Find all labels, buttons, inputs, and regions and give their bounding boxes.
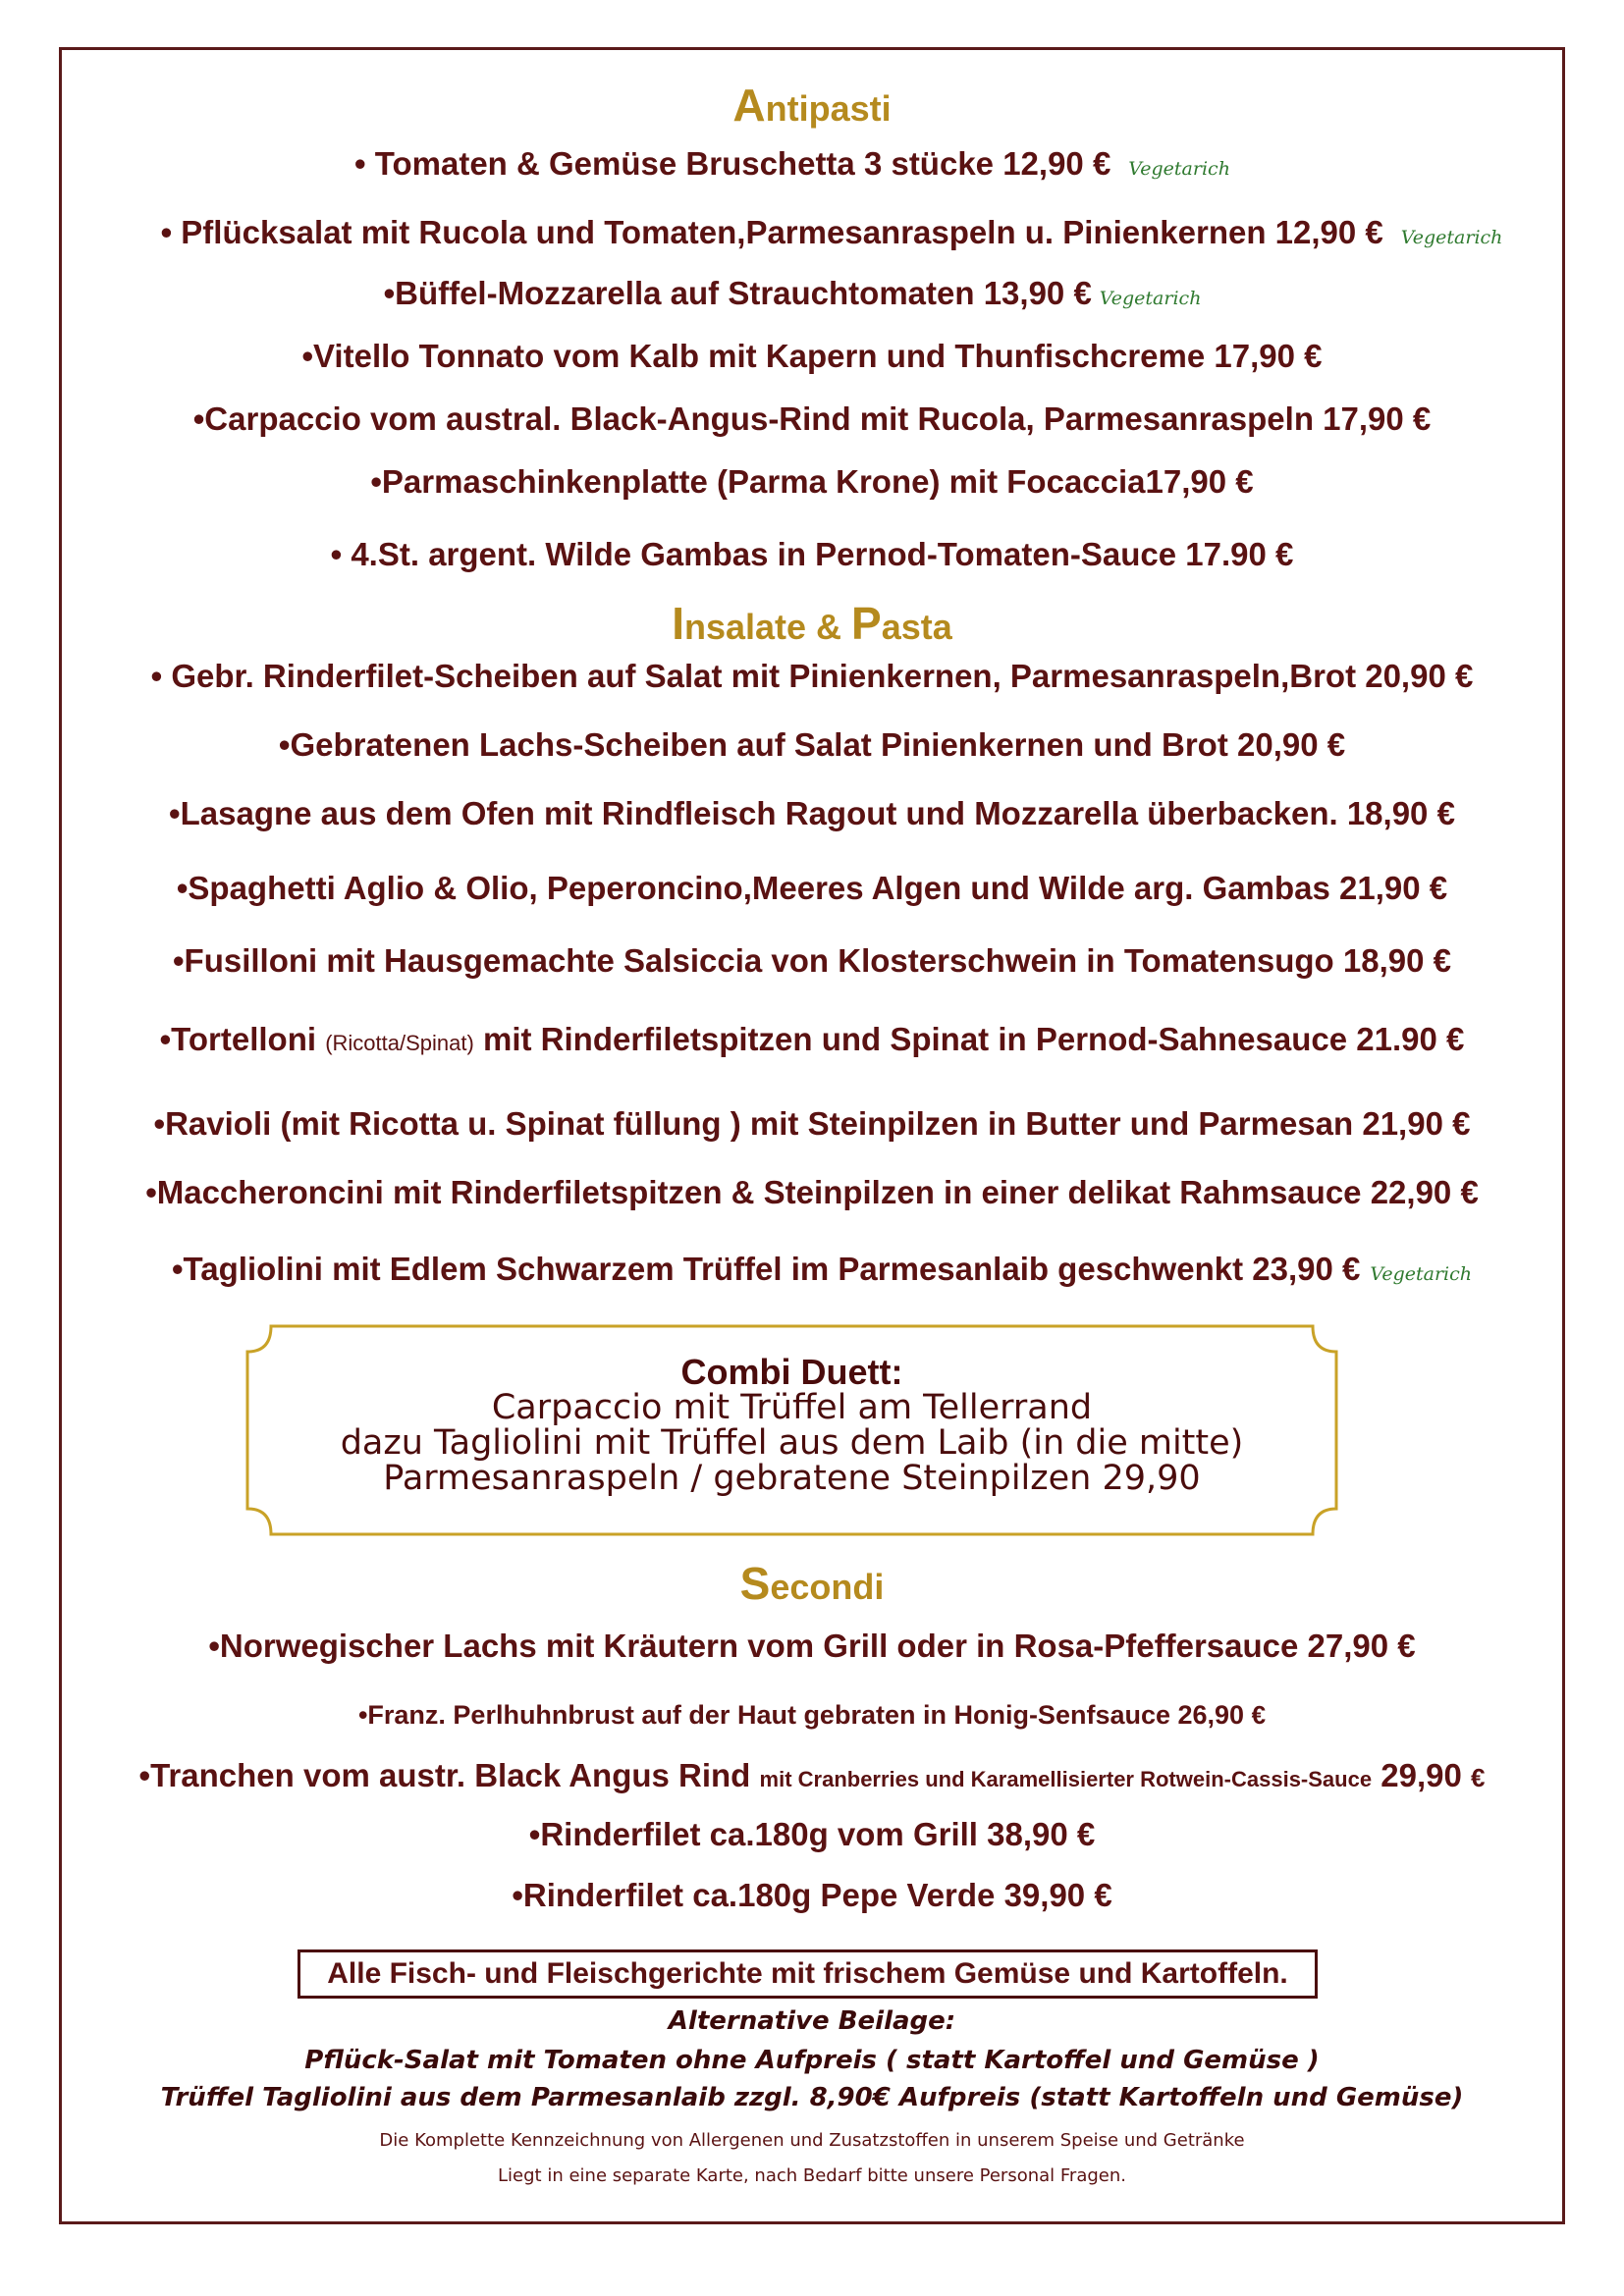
menu-item: • Pflücksalat mit Rucola und Tomaten,Parmesanraspeln u. Pinienkernen 12,90 € Vegetarich <box>160 214 1503 250</box>
alternative-line: Pflück-Salat mit Tomaten ohne Aufpreis ( statt Kartoffel und Gemüse ) <box>304 2046 1320 2075</box>
section-heading-antipasti: Antipasti <box>732 80 892 131</box>
combi-line: Carpaccio mit Trüffel am Tellerrand <box>491 1388 1093 1427</box>
menu-item: •Vitello Tonnato vom Kalb mit Kapern und Thunfischcreme 17,90 € <box>301 338 1323 374</box>
menu-item: •Spaghetti Aglio & Olio, Peperoncino,Meeres Algen und Wilde arg. Gambas 21,90 € <box>176 870 1448 906</box>
menu-item: • Tomaten & Gemüse Bruschetta 3 stücke 12,90 € Vegetarich <box>354 145 1230 182</box>
alternative-title: Alternative Beilage: <box>668 2006 956 2036</box>
menu-item: •Franz. Perlhuhnbrust auf der Haut gebraten in Honig-Senfsauce 26,90 € <box>357 1700 1267 1730</box>
alternative-line: Trüffel Tagliolini aus dem Parmesanlaib zzgl. 8,90€ Aufpreis (statt Kartoffeln und Gemüse) <box>160 2083 1464 2112</box>
section-heading-secondi: Secondi <box>739 1558 885 1609</box>
menu-item: •Tranchen vom austr. Black Angus Rind mit Cranberries und Karamellisierter Rotwein-Cassis-Sauce 29,90 € <box>138 1757 1486 1793</box>
vegetarian-label: Vegetarich <box>1400 227 1503 248</box>
menu-item: •Tagliolini mit Edlem Schwarzem Trüffel im Parmesanlaib geschwenkt 23,90 € Vegetarich <box>172 1251 1472 1287</box>
menu-item: •Gebratenen Lachs-Scheiben auf Salat Pinienkernen und Brot 20,90 € <box>278 726 1346 763</box>
combi-duett <box>244 1352 1340 1498</box>
combi-title: Combi Duett: <box>680 1352 903 1392</box>
menu-item: •Lasagne aus dem Ofen mit Rindfleisch Ragout und Mozzarella überbacken. 18,90 € <box>169 795 1455 831</box>
vegetarian-label: Vegetarich <box>1370 1263 1472 1285</box>
menu-item: • 4.St. argent. Wilde Gambas in Pernod-Tomaten-Sauce 17.90 € <box>330 536 1294 572</box>
section-heading-insalate-pasta: Insalate & Pasta <box>672 598 952 649</box>
combi-line: Parmesanraspeln / gebratene Steinpilzen 29,90 <box>383 1459 1201 1498</box>
side-dish-note: Alle Fisch- und Fleischgerichte mit frischem Gemüse und Kartoffeln. <box>298 1949 1318 1999</box>
menu-item: • Gebr. Rinderfilet-Scheiben auf Salat mit Pinienkernen, Parmesanraspeln,Brot 20,90 € <box>150 658 1474 694</box>
menu-item: •Parmaschinkenplatte (Parma Krone) mit Focaccia17,90 € <box>370 463 1254 500</box>
menu-item: •Carpaccio vom austral. Black-Angus-Rind mit Rucola, Parmesanraspeln 17,90 € <box>192 400 1432 437</box>
vegetarian-label: Vegetarich <box>1128 158 1230 180</box>
combi-line: dazu Tagliolini mit Trüffel aus dem Laib (in die mitte) <box>340 1423 1244 1463</box>
menu-item: •Rinderfilet ca.180g Pepe Verde 39,90 € <box>512 1877 1112 1913</box>
menu-item: •Tortelloni (Ricotta/Spinat) mit Rinderfiletspitzen und Spinat in Pernod-Sahnesauce 21.90 € <box>159 1021 1465 1057</box>
allergen-note: Die Komplette Kennzeichnung von Allergenen und Zusatzstoffen in unserem Speise und Getränke <box>379 2130 1245 2151</box>
allergen-note: Liegt in eine separate Karte, nach Bedarf bitte unsere Personal Fragen. <box>498 2165 1126 2186</box>
vegetarian-label: Vegetarich <box>1099 288 1202 309</box>
menu-item: •Maccheroncini mit Rinderfiletspitzen & Steinpilzen in einer delikat Rahmsauce 22,90 € <box>145 1174 1479 1210</box>
menu-item: •Büffel-Mozzarella auf Strauchtomaten 13,90 € Vegetarich <box>383 275 1202 311</box>
menu-item: •Rinderfilet ca.180g vom Grill 38,90 € <box>528 1816 1096 1852</box>
menu-item: •Norwegischer Lachs mit Kräutern vom Grill oder in Rosa-Pfeffersauce 27,90 € <box>208 1628 1416 1664</box>
menu-item: •Fusilloni mit Hausgemachte Salsiccia von Klosterschwein in Tomatensugo 18,90 € <box>173 942 1451 979</box>
menu-item: •Ravioli (mit Ricotta u. Spinat füllung ) mit Steinpilzen in Butter und Parmesan 21,90 € <box>153 1105 1471 1142</box>
